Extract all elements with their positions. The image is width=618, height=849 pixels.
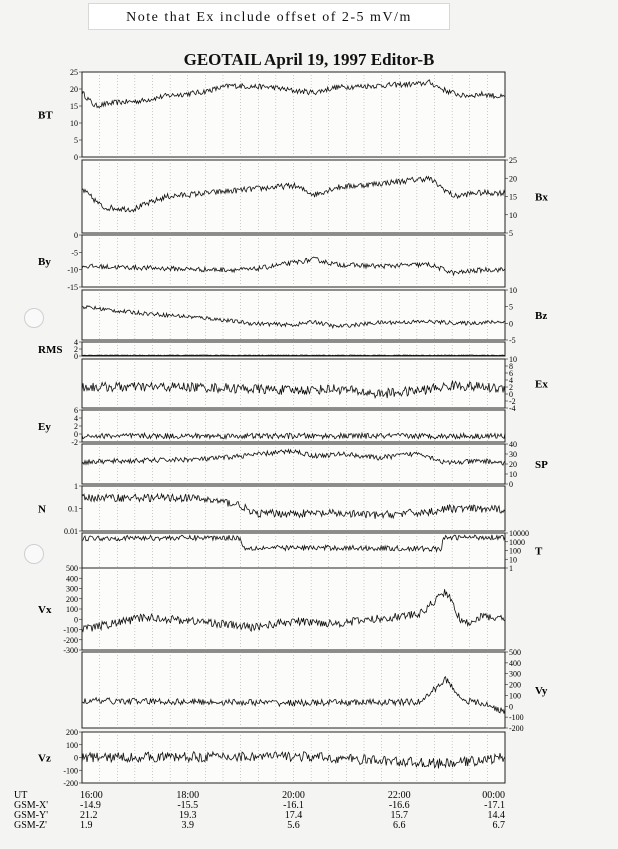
footer-value: -16.6	[388, 800, 410, 811]
tick-label: -10	[67, 265, 78, 275]
tick-label: 0.1	[68, 504, 78, 514]
tick-label: 0	[74, 615, 78, 625]
tick-label: 400	[66, 574, 78, 584]
tick-label: 0	[74, 430, 78, 439]
panel-frame	[82, 235, 505, 287]
panel-label-ex: Ex	[535, 378, 548, 391]
chart-title: GEOTAIL April 19, 1997 Editor-B	[183, 50, 435, 69]
footer-value: 21.2	[80, 810, 98, 821]
tick-label: -5	[71, 248, 78, 258]
tick-label: 5	[509, 229, 513, 238]
panel-label-t: T	[535, 545, 543, 558]
footer-value: 14.4	[487, 810, 505, 821]
panel-label-sp: SP	[535, 459, 548, 471]
tick-label: -5	[509, 336, 516, 345]
tick-label: 200	[66, 594, 78, 604]
tick-label: 2	[74, 422, 78, 431]
tick-label: 0	[74, 352, 78, 361]
tick-label: 4	[74, 414, 78, 423]
tick-label: 100	[509, 546, 521, 556]
tick-label: 10	[70, 119, 78, 128]
tick-label: 2	[509, 383, 513, 392]
tick-label: 25	[509, 156, 517, 165]
footer-row-label: UT	[14, 790, 28, 801]
footer-value: 17.4	[284, 810, 303, 821]
tick-label: 0	[74, 153, 78, 162]
panel-label-bz: Bz	[535, 310, 548, 322]
tick-label: 10	[509, 286, 517, 295]
tick-label: -100	[63, 625, 78, 635]
tick-label: 300	[509, 669, 521, 679]
footer-value: 22:00	[387, 790, 411, 801]
tick-label: 0	[509, 702, 513, 712]
tick-label: -15	[67, 283, 78, 292]
tick-label: 25	[70, 68, 78, 77]
tick-label: 30	[509, 450, 517, 459]
tick-label: 100	[509, 691, 521, 701]
tick-label: 1	[74, 482, 78, 491]
tick-label: -2	[71, 438, 78, 447]
footer-value: 6.7	[492, 820, 505, 831]
tick-label: 0.01	[64, 527, 78, 536]
tick-label: 6	[74, 406, 78, 415]
tick-label: 200	[509, 680, 521, 690]
tick-label: 10	[509, 355, 517, 364]
footer-row-label: GSM-Y'	[14, 810, 49, 821]
tick-label: 15	[509, 192, 517, 202]
tick-label: 2	[74, 345, 78, 354]
panel-label-vz: Vz	[38, 752, 51, 765]
footer-row-label: GSM-X'	[14, 800, 49, 811]
tick-label: 1000	[509, 537, 525, 547]
tick-label: 10	[509, 470, 517, 479]
panel-frame	[82, 652, 505, 728]
footer-value: -15.5	[177, 800, 199, 811]
tick-label: 0	[74, 231, 78, 240]
tick-label: 8	[509, 362, 513, 371]
tick-label: 5	[509, 302, 513, 312]
panel-label-bx: Bx	[535, 191, 548, 204]
tick-label: 0	[509, 390, 513, 399]
panel-label-vy: Vy	[535, 685, 548, 697]
footer-value: 3.9	[181, 820, 194, 831]
panel-label-bt: BT	[38, 109, 53, 122]
tick-label: -2	[509, 397, 516, 406]
tick-label: -4	[509, 404, 516, 413]
footer-value: 16:00	[80, 790, 103, 801]
panel-frame	[82, 533, 505, 568]
footer-row-label: GSM-Z'	[14, 820, 47, 831]
tick-label: 4	[74, 338, 78, 347]
panel-label-ey: Ey	[38, 421, 51, 433]
tick-label: -200	[63, 779, 78, 788]
tick-label: 10	[509, 555, 517, 565]
tick-label: 4	[509, 376, 513, 385]
footer-value: 19.3	[179, 810, 197, 821]
tick-label: 0	[509, 319, 513, 329]
tick-label: 0	[74, 753, 78, 763]
panel-label-n: N	[38, 503, 46, 516]
tick-label: -200	[63, 635, 78, 645]
tick-label: 300	[66, 584, 78, 594]
tick-label: 20	[509, 460, 517, 469]
footer-value: 00:00	[482, 790, 505, 801]
tick-label: 6	[509, 369, 513, 378]
footer-value: -17.1	[484, 800, 505, 811]
tick-label: 100	[66, 605, 78, 614]
footer-value: -14.9	[80, 800, 101, 811]
tick-label: 40	[509, 440, 517, 449]
tick-label: -300	[63, 646, 78, 655]
panel-label-vx: Vx	[38, 604, 52, 616]
footer-value: 1.9	[80, 820, 93, 831]
tick-label: 10	[509, 210, 517, 220]
footer-value: 5.6	[287, 820, 300, 831]
tick-label: 20	[509, 174, 517, 184]
tick-label: 20	[70, 85, 78, 94]
footer-value: 15.7	[390, 810, 408, 821]
tick-label: 10000	[509, 529, 529, 538]
tick-label: 500	[509, 648, 521, 657]
tick-label: 0	[509, 480, 513, 489]
footer-value: 6.6	[393, 820, 406, 831]
panel-label-rms: RMS	[38, 344, 63, 356]
tick-label: 1	[509, 564, 513, 573]
tick-label: 200	[66, 728, 78, 737]
tick-label: 15	[70, 102, 78, 111]
tick-label: 5	[74, 136, 78, 145]
tick-label: 500	[66, 564, 78, 573]
footer-value: 18:00	[176, 790, 200, 801]
panel-label-by: By	[38, 256, 51, 268]
tick-label: 400	[509, 658, 521, 668]
tick-label: -100	[63, 766, 78, 776]
offset-note: Note that Ex include offset of 2-5 mV/m	[88, 3, 450, 30]
footer-value: -16.1	[283, 800, 304, 811]
tick-label: -100	[509, 713, 524, 723]
tick-label: -200	[509, 724, 524, 733]
footer-value: 20:00	[282, 790, 305, 801]
tick-label: 100	[66, 740, 78, 750]
